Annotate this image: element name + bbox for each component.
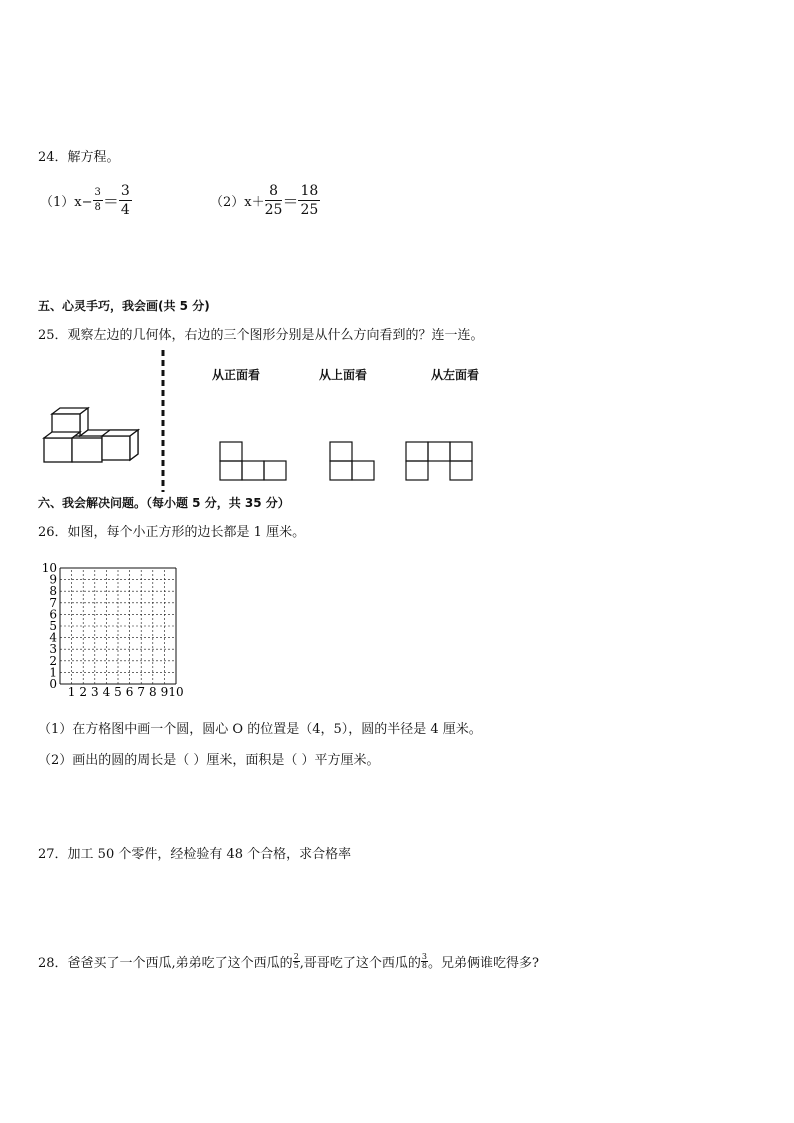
q28-part-2: ,哥哥吃了这个西瓜的 xyxy=(299,956,421,971)
y-tick-label: 0 xyxy=(49,677,57,691)
y-tick-label: 5 xyxy=(49,619,57,633)
q26-coordinate-grid xyxy=(36,556,196,698)
section-6-heading: 六、我会解决问题。（每小题 5 分，共 35 分） xyxy=(38,496,290,510)
q25-solid-figure xyxy=(38,400,146,470)
q24-eq1-fraction-a: $\frac{3}{8}$ xyxy=(94,187,101,213)
y-tick-label: 6 xyxy=(49,607,57,622)
y-tick-label: 10 xyxy=(41,561,57,575)
q24-eq2-fraction-b: $\frac{18}{25}$ xyxy=(300,183,319,218)
y-tick-label: 9 xyxy=(49,572,57,587)
y-tick-label: 3 xyxy=(49,642,57,657)
q26-part-1: （1）在方格图中画一个圆，圆心 O 的位置是（4，5），圆的半径是 4 厘米。 xyxy=(38,722,482,737)
y-tick-label: 7 xyxy=(49,595,57,610)
q28-part-3: 。兄弟俩谁吃得多? xyxy=(428,956,539,971)
q27-title: 27．加工 50 个零件，经检验有 48 个合格，求合格率 xyxy=(38,847,352,862)
q24-eq1-label: （1）x− xyxy=(40,195,93,210)
q24-equation-1 xyxy=(40,184,132,217)
q26-part-2: （2）画出的圆的周长是（ ）厘米，面积是（ ）平方厘米。 xyxy=(38,753,380,768)
label-top-view: 从上面看 xyxy=(319,368,368,382)
q25-title: 25．观察左边的几何体，右边的三个图形分别是从什么方向看到的？连一连。 xyxy=(38,328,484,343)
q24-eq2-equals: ＝ xyxy=(282,192,299,211)
q24-eq1-equals: ＝ xyxy=(102,192,119,211)
q24-eq2-label: （2）x＋ xyxy=(210,195,265,210)
y-tick-label: 4 xyxy=(49,630,57,645)
section-5-heading: 五、心灵手巧，我会画(共 5 分) xyxy=(38,299,210,313)
x-tick-label: 6 xyxy=(125,685,134,698)
q24-eq2-fraction-a: $\frac{8}{25}$ xyxy=(264,183,283,218)
y-tick-label: 2 xyxy=(49,653,57,668)
q26-title: 26．如图，每个小正方形的边长都是 1 厘米。 xyxy=(38,525,306,540)
x-tick-label: 5 xyxy=(114,685,122,698)
q24-title: 24．解方程。 xyxy=(38,150,120,165)
label-left-view: 从左面看 xyxy=(431,368,480,382)
x-tick-label: 3 xyxy=(90,685,99,698)
q24-equation-2 xyxy=(210,184,320,217)
q28-fraction-2: $\frac{3}{8}$ xyxy=(421,952,428,970)
x-tick-label: 4 xyxy=(102,685,111,698)
q25-view-shape-1 xyxy=(219,441,289,481)
x-tick-label: 10 xyxy=(168,685,184,698)
q28-text xyxy=(38,952,539,971)
y-tick-label: 1 xyxy=(49,665,57,680)
q24-eq1-fraction-b: $\frac{3}{4}$ xyxy=(120,183,130,218)
y-tick-label: 8 xyxy=(49,584,57,599)
q25-view-shape-3 xyxy=(405,441,475,481)
q25-dashed-divider xyxy=(160,350,166,492)
x-tick-label: 9 xyxy=(160,685,169,698)
x-tick-label: 8 xyxy=(148,685,157,698)
q28-part-1: 28．爸爸买了一个西瓜,弟弟吃了这个西瓜的 xyxy=(38,956,293,971)
q25-view-shape-2 xyxy=(329,441,377,481)
x-tick-label: 1 xyxy=(67,685,76,698)
label-front-view: 从正面看 xyxy=(212,368,261,382)
x-tick-label: 7 xyxy=(137,685,146,698)
x-tick-label: 2 xyxy=(79,685,88,698)
q28-fraction-1: $\frac{2}{5}$ xyxy=(293,952,299,970)
